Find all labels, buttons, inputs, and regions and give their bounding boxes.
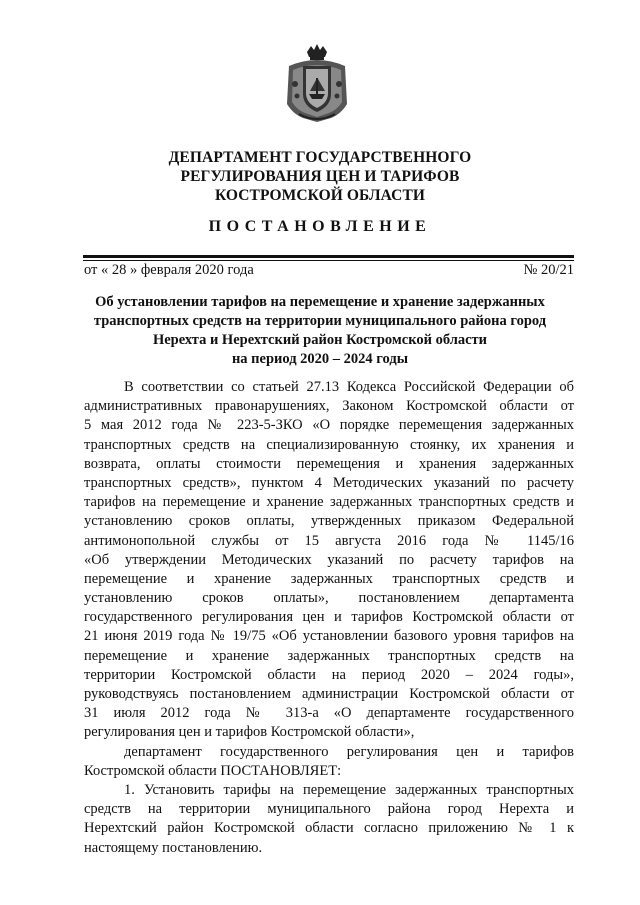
body-line: транспортных средств на специализированную стоянку, их хранения и bbox=[84, 436, 574, 453]
department-line: РЕГУЛИРОВАНИЯ ЦЕН И ТАРИФОВ bbox=[180, 168, 460, 185]
body-line: установлению сроков оплаты, утвержденных приказом Федеральной bbox=[84, 513, 574, 530]
body-line: тарифов на перемещение и хранение задержанных транспортных средств и bbox=[84, 494, 574, 511]
subject-line: транспортных средств на территории муниципального района город bbox=[93, 313, 547, 329]
department-line: КОСТРОМСКОЙ ОБЛАСТИ bbox=[214, 187, 426, 204]
body-line: антимонопольной службы от 15 августа 2016 года № 1145/16 bbox=[84, 532, 574, 549]
body-line: департамент государственного регулирования цен и тарифов bbox=[124, 743, 574, 760]
body-line: 1. Установить тарифы на перемещение задержанных транспортных bbox=[124, 781, 574, 798]
body-line: Нерехтский район Костромской области согласно приложению № 1 к bbox=[84, 820, 574, 837]
body-line: 31 июля 2012 года № 313-а «О департаменте государственного bbox=[84, 705, 574, 722]
body-line: 21 июня 2019 года № 19/75 «Об установлении базового уровня тарифов на bbox=[84, 628, 574, 645]
body-line: государственного регулирования цен и тарифов Костромской области от bbox=[84, 609, 574, 626]
subject-line: Об установлении тарифов на перемещение и хранение задержанных bbox=[95, 294, 545, 310]
department-name bbox=[100, 148, 540, 205]
body-line: регулирования цен и тарифов Костромской области», bbox=[84, 724, 415, 741]
decree-subject bbox=[70, 293, 570, 369]
body-line: возврата, оплаты стоимости перемещения и хранения задержанных bbox=[84, 455, 574, 472]
document-type: ПОСТАНОВЛЕНИЕ bbox=[208, 218, 432, 235]
body-line: транспортных средств», пунктом 4 Методических указаний по расчету bbox=[84, 474, 574, 491]
header-divider-thick bbox=[83, 255, 574, 258]
body-line: «Об утверждении Методических указаний по расчету тарифов на bbox=[84, 551, 574, 568]
body-line: перемещение и хранение задержанных транспортных средств на bbox=[84, 647, 574, 664]
decree-body bbox=[84, 378, 574, 858]
body-line: административных правонарушениях, Законом Костромской области от bbox=[84, 398, 574, 415]
subject-line: на период 2020 – 2024 годы bbox=[231, 351, 409, 367]
body-line: средств на территории муниципального района город Нерехта и bbox=[84, 801, 574, 818]
body-line: перемещение и хранение задержанных транспортных средств и bbox=[84, 570, 574, 587]
decree-number: № 20/21 bbox=[523, 262, 574, 278]
body-line: Костромской области ПОСТАНОВЛЯЕТ: bbox=[84, 762, 342, 779]
body-line: руководствуясь постановлением администрации Костромской области от bbox=[84, 686, 574, 702]
body-line: территории Костромской области на период 2020 – 2024 годы», bbox=[84, 666, 574, 683]
body-line: настоящему постановлению. bbox=[84, 839, 263, 856]
body-line: установлению сроков оплаты», постановлением департамента bbox=[84, 590, 574, 607]
body-line: В соответствии со статьей 27.13 Кодекса Российской Федерации об bbox=[124, 379, 574, 395]
subject-line: Нерехта и Нерехтский район Костромской области bbox=[152, 332, 488, 348]
department-line: ДЕПАРТАМЕНТ ГОСУДАРСТВЕННОГО bbox=[168, 149, 472, 166]
coat-of-arms-icon bbox=[281, 44, 353, 124]
decree-date: от « 28 » февраля 2020 года bbox=[84, 262, 254, 278]
header-divider-thin bbox=[83, 260, 574, 261]
body-line: 5 мая 2012 года № 223-5-ЗКО «О порядке перемещения задержанных bbox=[84, 417, 574, 434]
